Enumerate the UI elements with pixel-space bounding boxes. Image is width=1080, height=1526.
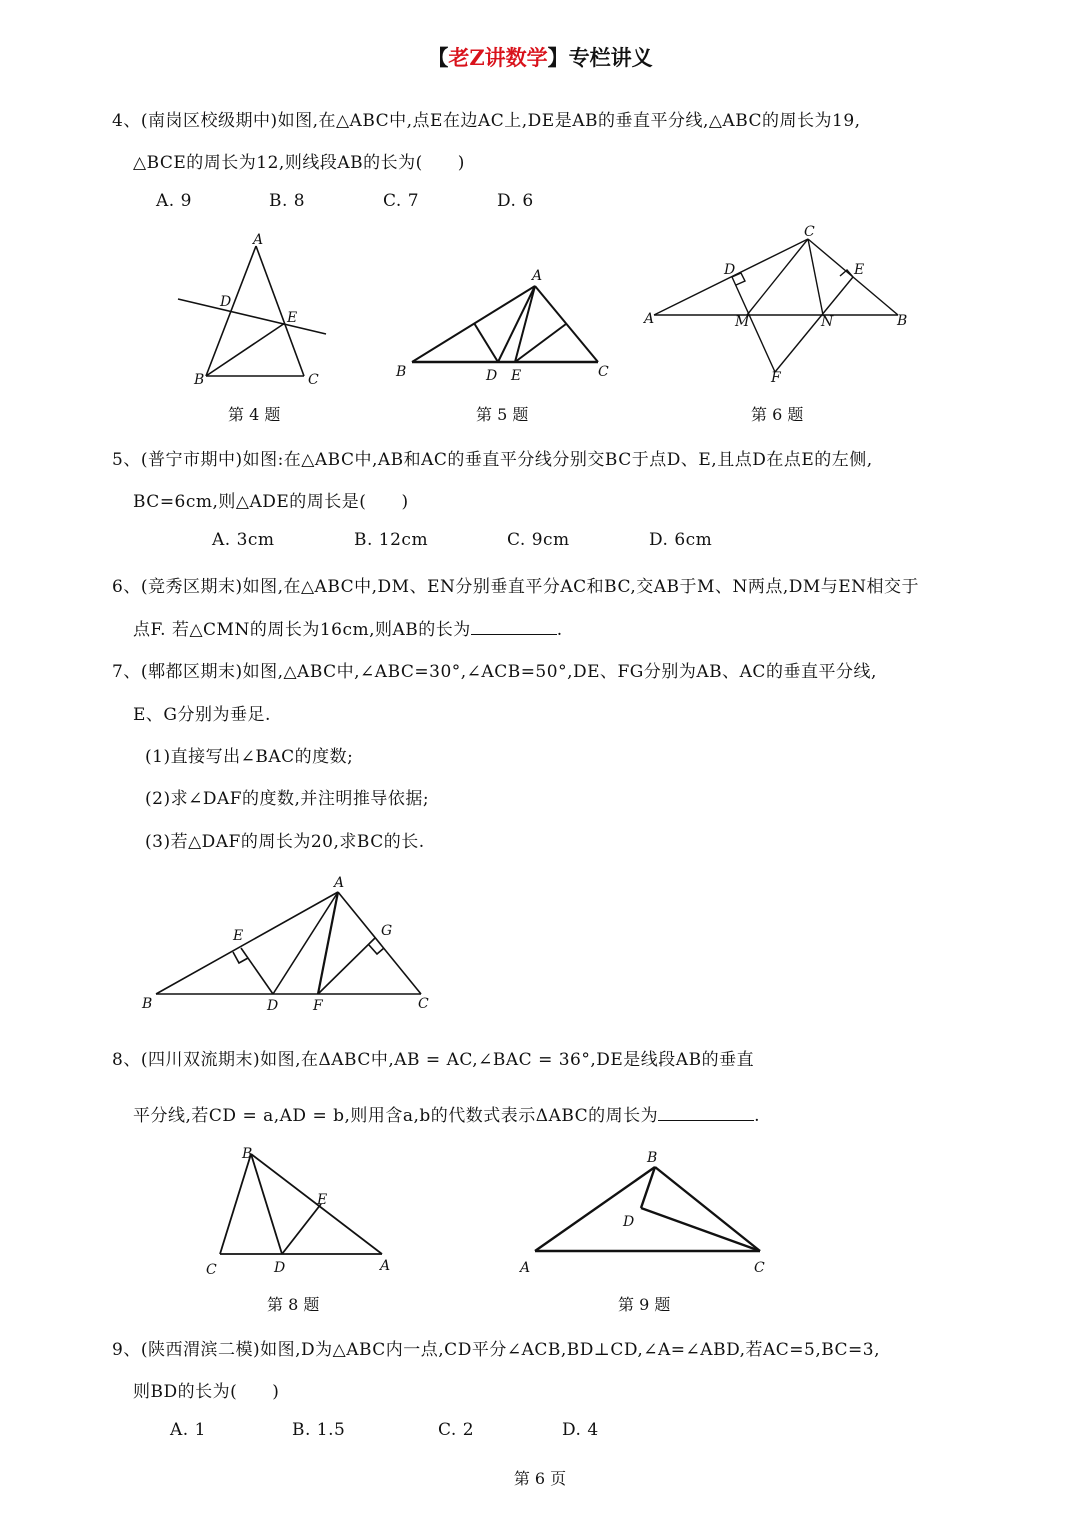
q8-line2-end: . bbox=[754, 1106, 761, 1126]
figure-6 bbox=[640, 226, 930, 391]
fig4-label-b: B bbox=[194, 372, 205, 388]
fig8-bisector-de bbox=[282, 1204, 321, 1254]
q5-line1: 5、(普宁市期中)如图:在△ABC中,AB和AC的垂直平分线分别交BC于点D、E,且点D在点E的左侧, bbox=[112, 450, 873, 470]
fig5-label-d: D bbox=[486, 368, 498, 384]
header-brand: 老Z讲数学 bbox=[448, 45, 548, 70]
header-bracket-right: 】 bbox=[547, 45, 569, 70]
q6-line1: 6、(竞秀区期末)如图,在△ABC中,DM、EN分别垂直平分AC和BC,交AB于M、N两点,DM与EN相交于 bbox=[112, 577, 920, 597]
fig7-side-ac bbox=[338, 892, 421, 994]
q7-sub1: (1)直接写出∠BAC的度数; bbox=[145, 747, 354, 767]
q7-line1: 7、(郫都区期末)如图,△ABC中,∠ABC=30°,∠ACB=50°,DE、FG分别为AB、AC的垂直平分线, bbox=[112, 662, 877, 682]
q9-line1: 9、(陕西渭滨二模)如图,D为△ABC内一点,CD平分∠ACB,BD⊥CD,∠A=∠ABD,若AC=5,BC=3, bbox=[112, 1340, 881, 1360]
fig4-label-d: D bbox=[220, 294, 232, 310]
fig4-label-a: A bbox=[253, 232, 264, 248]
fig8-caption: 第 8 题 bbox=[267, 1295, 320, 1314]
fig9-side-bc bbox=[655, 1167, 760, 1251]
fig7-label-g: G bbox=[381, 923, 393, 939]
fig8-segment-bd bbox=[251, 1154, 282, 1254]
fig5-side-ac bbox=[535, 286, 598, 362]
fig7-bisector-de bbox=[241, 948, 273, 994]
q4-line2: △BCE的周长为12,则线段AB的长为( ) bbox=[133, 153, 465, 173]
fig9-side-ab bbox=[535, 1167, 655, 1251]
q7-sub3: (3)若△DAF的周长为20,求BC的长. bbox=[145, 832, 425, 852]
fig7-label-d: D bbox=[267, 998, 279, 1014]
fig7-side-ab bbox=[156, 892, 338, 994]
q9-line2: 则BD的长为( ) bbox=[133, 1382, 280, 1402]
q7-sub2: (2)求∠DAF的度数,并注明推导依据; bbox=[145, 789, 430, 809]
q8-answer-blank bbox=[658, 1104, 754, 1121]
fig9-label-d: D bbox=[623, 1214, 635, 1230]
fig5-label-e: E bbox=[511, 368, 522, 384]
figure-8 bbox=[200, 1140, 400, 1280]
q6-line2-end: . bbox=[556, 620, 563, 640]
q4-option-d: D. 6 bbox=[497, 191, 534, 211]
fig7-label-f: F bbox=[313, 998, 323, 1014]
fig6-label-e: E bbox=[854, 262, 865, 278]
q4-option-c: C. 7 bbox=[383, 191, 420, 211]
fig9-caption: 第 9 题 bbox=[618, 1295, 671, 1314]
q5-option-a: A. 3cm bbox=[212, 530, 275, 550]
fig8-label-c: C bbox=[206, 1262, 217, 1278]
fig7-label-b: B bbox=[142, 996, 153, 1012]
header-suffix: 专栏讲义 bbox=[568, 45, 653, 70]
q6-line2-text: 点F. 若△CMN的周长为16cm,则AB的长为 bbox=[133, 620, 471, 640]
fig8-side-bc bbox=[220, 1154, 251, 1254]
fig8-label-d: D bbox=[274, 1260, 286, 1276]
q8-line2-text: 平分线,若CD = a,AD = b,则用含a,b的代数式表示ΔABC的周长为 bbox=[133, 1106, 659, 1126]
figure-5 bbox=[390, 260, 620, 390]
q9-option-a: A. 1 bbox=[170, 1420, 206, 1440]
fig6-label-f: F bbox=[771, 370, 781, 386]
q9-option-d: D. 4 bbox=[562, 1420, 599, 1440]
fig6-label-a: A bbox=[644, 311, 655, 327]
q4-option-a: A. 9 bbox=[156, 191, 192, 211]
fig6-segment-cm bbox=[747, 239, 808, 315]
q6-answer-blank bbox=[471, 618, 557, 635]
fig4-label-c: C bbox=[308, 372, 319, 388]
q8-line2 bbox=[133, 1101, 760, 1126]
fig7-label-a: A bbox=[334, 875, 345, 891]
fig7-label-c: C bbox=[418, 996, 429, 1012]
figure-4 bbox=[170, 230, 340, 390]
q4-line1: 4、(南岗区校级期中)如图,在△ABC中,点E在边AC上,DE是AB的垂直平分线,△ABC的周长为19, bbox=[112, 111, 861, 131]
fig7-label-e: E bbox=[233, 928, 244, 944]
fig8-label-a: A bbox=[380, 1258, 391, 1274]
header-bracket-left: 【 bbox=[427, 45, 449, 70]
fig5-caption: 第 5 题 bbox=[476, 405, 529, 424]
q8-line1: 8、(四川双流期末)如图,在ΔABC中,AB = AC,∠BAC = 36°,DE是线段AB的垂直 bbox=[112, 1050, 755, 1070]
fig4-bisector-de bbox=[178, 299, 326, 334]
q4-option-b: B. 8 bbox=[269, 191, 306, 211]
fig6-bisector-en bbox=[775, 277, 853, 372]
fig4-caption: 第 4 题 bbox=[228, 405, 281, 424]
q7-line2: E、G分别为垂足. bbox=[133, 705, 271, 725]
q5-option-d: D. 6cm bbox=[649, 530, 713, 550]
fig6-label-b: B bbox=[897, 313, 908, 329]
fig5-bisector-ab bbox=[474, 323, 498, 362]
page-number: 第 6 页 bbox=[513, 1469, 567, 1488]
fig6-label-c: C bbox=[804, 224, 815, 240]
fig6-label-d: D bbox=[724, 262, 736, 278]
fig9-label-b: B bbox=[647, 1150, 658, 1166]
fig5-label-b: B bbox=[396, 364, 407, 380]
fig8-label-e: E bbox=[317, 1192, 328, 1208]
q9-option-b: B. 1.5 bbox=[292, 1420, 346, 1440]
q6-line2 bbox=[133, 615, 563, 640]
fig4-segment-be bbox=[206, 323, 285, 376]
fig9-label-c: C bbox=[754, 1260, 765, 1276]
figure-9 bbox=[510, 1140, 790, 1280]
q5-line2: BC=6cm,则△ADE的周长是( ) bbox=[133, 492, 409, 512]
fig6-label-n: N bbox=[821, 314, 834, 330]
fig5-label-c: C bbox=[598, 364, 609, 380]
fig6-label-m: M bbox=[735, 314, 750, 330]
fig8-label-b: B bbox=[242, 1146, 253, 1162]
fig9-label-a: A bbox=[520, 1260, 531, 1276]
q5-option-b: B. 12cm bbox=[354, 530, 429, 550]
fig4-label-e: E bbox=[287, 310, 298, 326]
fig5-label-a: A bbox=[532, 268, 543, 284]
fig9-segment-dc bbox=[641, 1208, 760, 1251]
page-header bbox=[0, 42, 1080, 72]
figure-7 bbox=[130, 866, 440, 1016]
fig6-caption: 第 6 题 bbox=[751, 405, 804, 424]
q5-option-c: C. 9cm bbox=[507, 530, 570, 550]
q9-option-c: C. 2 bbox=[438, 1420, 475, 1440]
